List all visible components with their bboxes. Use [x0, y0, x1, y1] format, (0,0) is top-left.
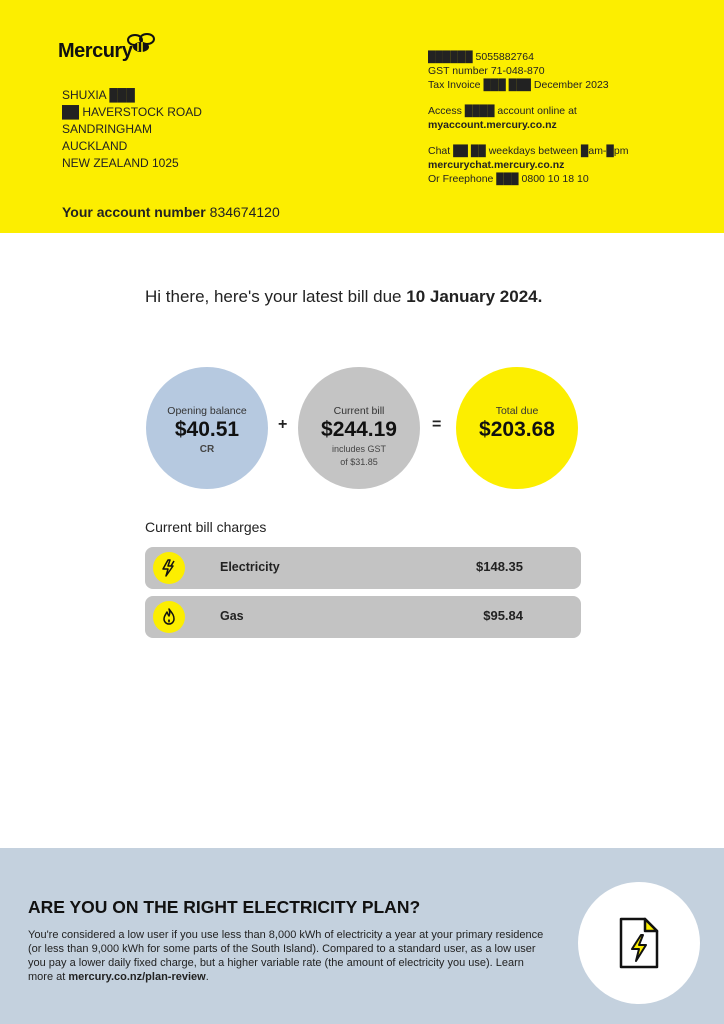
- promo-end: .: [205, 971, 209, 983]
- charge-row-gas: [145, 596, 581, 638]
- gst-number: GST number 71-048-870: [428, 65, 545, 77]
- gst-note: includes GST: [331, 444, 387, 454]
- address-line: SANDRINGHAM: [62, 122, 153, 136]
- logo-text: Mercury: [58, 40, 133, 62]
- greeting: [145, 287, 542, 307]
- customer-address: [62, 87, 202, 172]
- access-line: Access ████ account online at: [428, 105, 577, 117]
- plus-sign: +: [278, 416, 288, 433]
- promo-footer: [0, 848, 724, 1024]
- promo-text: [28, 928, 548, 984]
- info-line: ██████ 5055882764: [428, 51, 534, 63]
- phone-line: Or Freephone ███ 0800 10 18 10: [428, 173, 589, 185]
- charge-name: Electricity: [220, 560, 280, 574]
- charge-amount: $148.35: [476, 559, 523, 574]
- address-line: AUCKLAND: [62, 139, 128, 153]
- current-bill-amount: $244.19: [321, 418, 397, 441]
- document-lightning-icon: [617, 915, 661, 971]
- account-info: [428, 50, 628, 186]
- chat-link[interactable]: mercurychat.mercury.co.nz: [428, 159, 565, 171]
- gst-amount: of $31.85: [340, 457, 378, 467]
- total-due-label: Total due: [495, 405, 539, 417]
- plan-document-badge: [578, 882, 700, 1004]
- opening-balance-credit: CR: [199, 444, 215, 455]
- plan-review-link[interactable]: mercury.co.nz/plan-review: [68, 971, 206, 983]
- current-bill-circle: [298, 367, 420, 489]
- header: [0, 0, 724, 233]
- account-number-label: Your account number: [62, 204, 206, 220]
- bee-icon: [124, 32, 158, 56]
- promo-title: ARE YOU ON THE RIGHT ELECTRICITY PLAN?: [28, 897, 421, 917]
- equals-sign: =: [432, 416, 442, 433]
- opening-balance-label: Opening balance: [167, 405, 247, 417]
- chat-line: Chat ██ ██ weekdays between █am-█pm: [428, 145, 629, 157]
- charge-amount: $95.84: [483, 608, 523, 623]
- address-line: NEW ZEALAND 1025: [62, 156, 179, 170]
- address-line: ██ HAVERSTOCK ROAD: [62, 105, 202, 119]
- promo-body: You're considered a low user if you use less than 8,000 kWh of electricity a year at your primary residence (or less than 9,000 kWh for some parts of the South Island). Compared to a standard user, as a low user you pay a lower daily fixed charge, but a higher variable rate (the amount of electricity you use). Learn more at: [28, 929, 544, 983]
- opening-balance-circle: [146, 367, 268, 489]
- total-due-amount: $203.68: [479, 418, 555, 441]
- flame-icon: [159, 607, 179, 627]
- bill-breakdown-title: Current bill charges: [145, 519, 267, 535]
- charge-row-electricity: [145, 547, 581, 589]
- account-number-block: [62, 204, 280, 220]
- due-date: 10 January 2024.: [406, 287, 543, 306]
- charge-name: Gas: [220, 609, 244, 623]
- address-line: SHUXIA ███: [62, 88, 135, 102]
- invoice-date: Tax Invoice ███ ███ December 2023: [428, 79, 609, 91]
- lightning-icon: [159, 558, 179, 578]
- account-number: 834674120: [209, 204, 280, 220]
- current-bill-label: Current bill: [333, 405, 385, 417]
- total-due-circle: [456, 367, 578, 489]
- mercury-logo: [58, 40, 132, 63]
- greeting-text: Hi there, here's your latest bill due: [145, 287, 402, 306]
- opening-balance-amount: $40.51: [174, 418, 240, 441]
- access-link[interactable]: myaccount.mercury.co.nz: [428, 119, 557, 131]
